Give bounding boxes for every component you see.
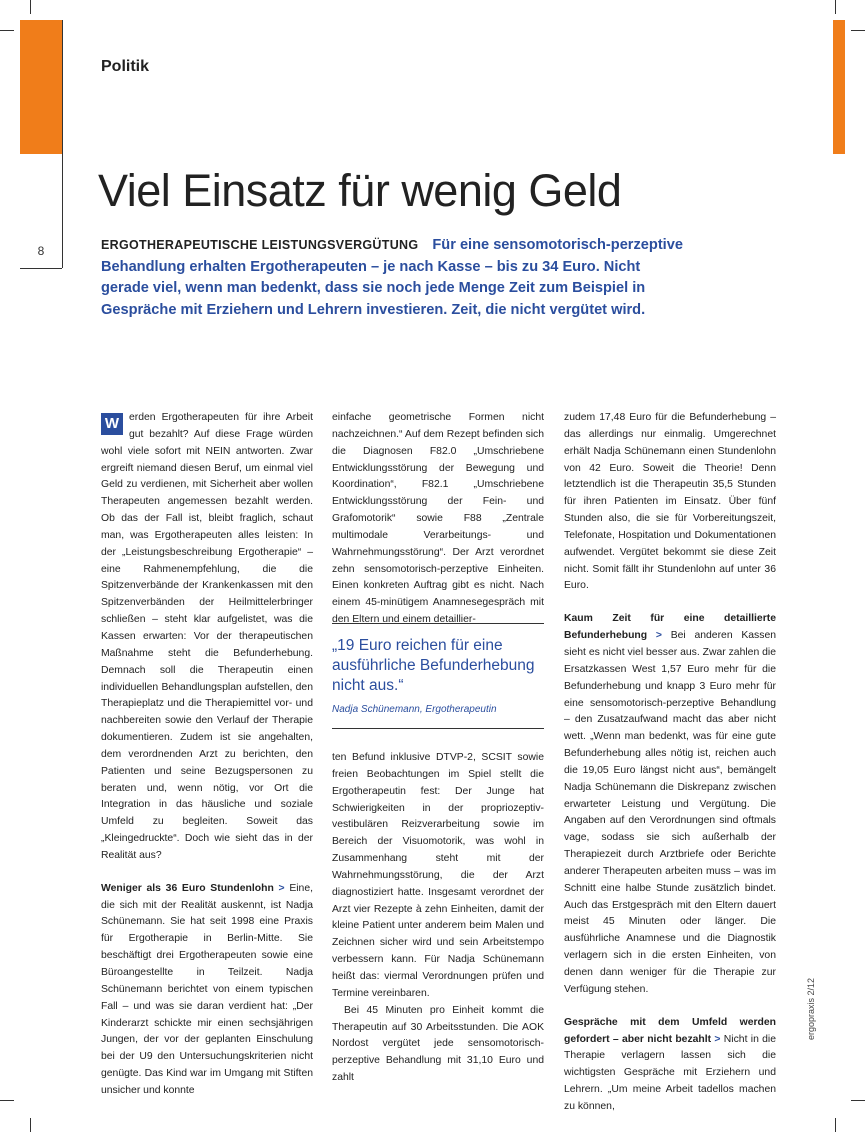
arrow-icon: > (714, 1033, 721, 1045)
section-label: Politik (101, 58, 150, 75)
paragraph: zudem 17,48 Euro für die Befunderhebung – das allerdings nur einmalig. Umgerechnet erhält Nadja Schünemann einen Stundenlohn von 42 Euro. Soweit die Theorie! Denn letztendlich ist die Therapeutin 35,5 Stunden für ihren Patienten im Einsatz. Über fünf Stunden also, die sie für Vorbereitungszeit, Telefonate, Hospitation und Dokumentationen aufwendet. Vergütet bekommt sie diese Zeit nicht. Somit fällt ihr Stundenlohn auf unter 36 Euro. (564, 412, 776, 592)
crop-mark (30, 0, 31, 14)
paragraph: Kaum Zeit für eine detaillierte Befunderhebung > Bei anderen Kassen sieht es nicht viel besser aus. Zwar zahlen die Ersatzkassen West 1,57 Euro mehr für die Befunderhebung und knapp 3 Euro mehr für eine sensomotorisch-perzeptive Behandlung – den Zusatzaufwand macht das aber nicht wett. „Wenn man bedenkt, was für eine gute Befunderhebung alles nötig ist, reichen auch die 19,05 Euro längst nicht aus“, bemängelt Nadja Schünemann die Diskrepanz zwischen erwarteter Leistung und Vergütung. Die Angaben auf den Verordnungen sind oftmals vage, sodass sie sich außerhalb der Therapiezeit durch Arztbriefe oder Berichte anderer Therapeuten arbeiten muss – was im Schnitt eine halbe Stunde zusätzlich bindet. Auch das Erstgespräch mit den Eltern dauert meist 45 Minuten oder länger. Die ausführliche Anamnese und die Diagnostik verlagern sich in die ersten Einheiten, von denen dann weniger für die Therapie zur Verfügung stehen. (564, 613, 776, 995)
subheading: Weniger als 36 Euro Stundenlohn (101, 882, 274, 894)
crop-mark (0, 1100, 14, 1101)
dropcap: W (101, 413, 123, 435)
paragraph: ten Befund inklusive DTVP-2, SCSIT sowie freien Beobachtungen im Spiel stellt die Ergotherapeutin fest: Der Junge hat Schwierigkeiten in der propriozeptiv-vestibulären Reizverarbeitung sowie im Bereich der Visuomotorik, was wohl in Zusammenhang steht mit der Wahrnehmungsstörung, die der Arzt diagnostiziert hatte. Insgesamt verordnet der Arzt vier Rezepte à zehn Einheiten, damit der kleine Patient unter anderem beim Malen und Zeichnen sicher wird und sein Arbeitstempo verbessern kann. Für Nadja Schünemann heißt das: viermal Verordnungen prüfen und Termine vereinbaren. (332, 752, 544, 999)
pull-quote-text: „19 Euro reichen für eine ausführliche Befunderhebung nicht aus.“ (332, 637, 535, 694)
margin-rule-vertical (62, 20, 63, 268)
text-column-2 (332, 410, 544, 629)
text-column-1 (101, 410, 313, 1100)
subheading: Kaum Zeit für eine detaillierte Befunderhebung (564, 613, 776, 642)
paragraph: Gespräche mit dem Umfeld werden gefordert – aber nicht bezahlt > Nicht in die Therapie verlagern lassen sich die wichtigsten Gespräche mit Erziehern und Lehrern. „Um meine Arbeit tadellos machen zu können, (564, 1016, 777, 1112)
page-number: 8 (37, 244, 45, 258)
article-title: Viel Einsatz für wenig Geld (98, 165, 622, 216)
crop-mark (0, 30, 14, 31)
text-column-3 (564, 410, 776, 1116)
lead-text: Für eine sensomotorisch-perzeptive Behandlung erhalten Ergotherapeuten – je nach Kasse – bis zu 34 Euro. Nicht gerade viel, wenn man bedenkt, dass sie noch jede Menge Zeit zum Beispiel in Gespräche mit Erziehern und Lehrern investieren. Zeit, die nicht vergütet wird. (101, 237, 683, 318)
paragraph: W erden Ergotherapeuten für ihre Arbeit gut bezahlt? Auf diese Frage würden wohl viele sofort mit NEIN antworten. Zwar ergreift niemand diesen Beruf, um einmal viel Geld zu verdienen, mit Sicherheit aber wollen Therapeuten angemessen bezahlt werden. Ob das der Fall ist, bleibt fraglich, schaut man, was Ergotherapeuten alles leisten: In der „Leistungsbeschreibung Ergotherapie“ – eine Rahmenempfehlung, die die Spitzenverbände der Krankenkassen mit den Spitzenverbänden der Heilmittelerbringer schließen – steht klar aufgelistet, was die Kassen erwarten: Vor der therapeutischen Maßnahme steht die Befunderhebung. Demnach soll die Therapeutin einen individuellen Behandlungsplan aufstellen, den Therapieplatz und die Therapiemittel vor- und nachbereiten sowie den Verlauf der Therapie dokumentieren. Zudem ist sie angehalten, dem verordnenden Arzt zu berichten, den Patienten und seine Bezugspersonen zu beraten und, wenn nötig, vor Ort die Integration in das häusliche und soziale Umfeld zu begleiten. Soweit das „Kleingedruckte“. Doch wie sieht das in der Realität aus? (101, 412, 313, 861)
article-lead (101, 235, 686, 321)
crop-mark (851, 30, 865, 31)
paragraph: Weniger als 36 Euro Stundenlohn > Eine, die sich mit der Realität auskennt, ist Nadja Schünemann. Sie hat seit 1998 eine Praxis für Ergotherapie in Berlin-Mitte. Sie beschäftigt drei Ergotherapeuten sowie eine Büroangestellte in Teilzeit. Nadja Schünemann berichtet von einem typischen Fall – und was sie daran verdient hat: „Der Kinderarzt schickte mir einen sechsjährigen Jungen, der vor der geplanten Einschulung bei der U9 den Untersuchungskriterien nicht genügte. Das Kind war im Umgang mit Stiften unsicher und konnte (101, 882, 313, 1096)
arrow-icon: > (278, 882, 285, 894)
orange-accent-bar-right (833, 20, 845, 154)
article-kicker: ERGOTHERAPEUTISCHE LEISTUNGSVERGÜTUNG (101, 238, 419, 252)
pull-quote-author: Nadja Schünemann, Ergotherapeutin (332, 704, 497, 715)
arrow-icon: > (655, 630, 662, 642)
text-column-2-continued (332, 750, 544, 1087)
orange-accent-bar-left (20, 20, 62, 154)
journal-issue-label: ergopraxis 2/12 (806, 977, 816, 1040)
subheading: Gespräche mit dem Umfeld werden gefordert – aber nicht bezahlt (564, 1016, 776, 1045)
paragraph: Bei 45 Minuten pro Einheit kommt die Therapeutin auf 30 Arbeitsstunden. Die AOK Nordost vergütet jede sensomotorisch-perzeptive Behandlung mit 31,10 Euro und zahlt (332, 1004, 544, 1084)
crop-mark (30, 1118, 31, 1132)
crop-mark (851, 1100, 865, 1101)
crop-mark (835, 1118, 836, 1132)
pull-quote (332, 623, 544, 729)
margin-rule-horizontal (20, 268, 62, 269)
crop-mark (835, 0, 836, 14)
paragraph: einfache geometrische Formen nicht nachzeichnen.“ Auf dem Rezept befinden sich die Diagnosen F82.0 „Umschriebene Entwicklungsstörung der Bewegung und Koordination“, F82.1 „Umschriebene Entwicklungsstörung der Fein- und Grafomotorik“ sowie F88 „Zentrale multimodale Verarbeitungs- und Wahrnehmungsstörung“. Der Arzt verordnet zehn sensomotorisch-perzeptive Einheiten. Einen konkreten Auftrag gibt es nicht. Nach einem 45-minütigem Anamnesegespräch mit den Eltern und einem detaillier- (332, 412, 544, 626)
